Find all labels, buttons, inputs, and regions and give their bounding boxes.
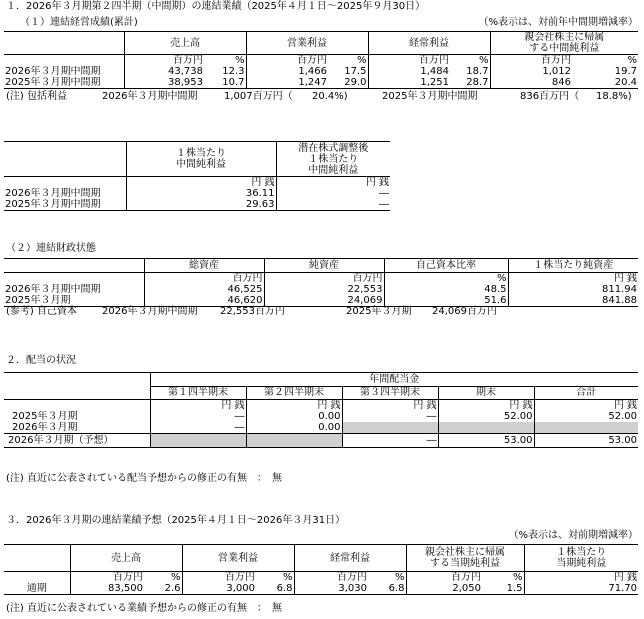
unit-label: 円 銭: [276, 177, 390, 189]
header-total: 合計: [534, 386, 638, 400]
header-annual-dividend: 年間配当金: [150, 373, 638, 387]
table-row: 2026年３月期中間期 36.11 ―: [5, 188, 389, 199]
unit-label: %: [384, 273, 508, 285]
table-row: 2026年３月期中間期 43,738 12.3 1,466 17.5 1,484 18.7 1,012 19.7: [5, 66, 637, 77]
pct-label: %: [234, 55, 245, 66]
forecast-revision-note: (注) 直近に公表されている業績予想からの修正の有無 ： 無: [6, 603, 282, 614]
operating-results-table: [4, 31, 638, 89]
header-q3-end: 第３四半期末: [342, 386, 438, 400]
table-row: 2025年３月期 ― 0.00 ― 52.00 52.00: [12, 411, 637, 422]
forecast-header-ordinary-income: 経常利益: [294, 545, 406, 572]
unit-label: 円 銭: [150, 400, 246, 412]
header-sales: 売上高: [124, 32, 246, 55]
comprehensive-income-value1: 1,007百万円（: [224, 91, 293, 102]
comprehensive-income-period2: 2025年３月期中間期: [382, 91, 478, 102]
table-row: 2025年３月期 46,620 24,069 51.6 841.88: [5, 295, 637, 306]
unit-label: 円 銭: [438, 400, 534, 412]
header-q2-end: 第２四半期末: [246, 386, 342, 400]
unit-label: 円 銭: [508, 273, 638, 285]
unit-label: 百万円: [264, 273, 384, 285]
unit-label: 円 銭: [126, 177, 276, 189]
header-eps: １株当たり 中間純利益: [126, 142, 276, 177]
comprehensive-income-pct2: 18.8%): [596, 91, 632, 102]
unit-label: 百万円: [406, 572, 482, 584]
unit-label: 百万円: [294, 572, 368, 584]
comprehensive-income-label: (注) 包括利益: [6, 91, 67, 102]
forecast-pct-note: （%表示は、対前期増減率）: [508, 530, 638, 541]
section1-sub-title: （１）連結経営成績(累計): [20, 17, 138, 28]
unit-label: 百万円: [490, 55, 572, 67]
unit-label: 円 銭: [534, 400, 638, 412]
unit-label: 百万円: [246, 55, 328, 67]
header-year-end: 期末: [438, 386, 534, 400]
comprehensive-income-pct1: 20.4%): [312, 91, 348, 102]
header-equity-ratio: 自己資本比率: [384, 259, 508, 273]
table-row: 2025年３月期中間期 29.63 ―: [5, 199, 389, 210]
forecast-title: ３．2026年３月期の連結業績予想（2025年４月１日～2026年３月31日）: [6, 515, 346, 526]
unit-label: 円 銭: [246, 400, 342, 412]
table-row: 2026年３月期中間期 46,525 22,553 48.5 811.94: [5, 284, 637, 295]
header-q1-end: 第１四半期末: [150, 386, 246, 400]
table-row: 2026年３月期 ― 0.00: [4, 422, 638, 434]
pct-label: %: [170, 572, 181, 583]
forecast-header-sales: 売上高: [70, 545, 182, 572]
eps-table: [4, 141, 390, 211]
dividends-table: [4, 372, 638, 448]
unit-label: 百万円: [144, 273, 264, 285]
unit-label: 百万円: [368, 55, 450, 67]
reference-equity-value1: 22,553百万円: [220, 306, 285, 317]
unit-label: 円 銭: [524, 572, 638, 584]
financial-position-title: （２）連結財政状態: [6, 243, 96, 254]
unit-label: 百万円: [124, 55, 204, 67]
forecast-header-operating-income: 営業利益: [182, 545, 294, 572]
unit-label: 百万円: [182, 572, 256, 584]
header-operating-income: 営業利益: [246, 32, 368, 55]
reference-equity-period1: 2026年３月期中間期: [102, 306, 198, 317]
reference-equity-label: (参考) 自己資本: [6, 306, 77, 317]
table-row: 通期 83,500 2.6 3,000 6.8 3,030 6.8 2,050 1.5 71.70: [4, 583, 638, 595]
forecast-header-eps: １株当たり 当期純利益: [524, 545, 638, 572]
reference-equity-period2: 2025年３月期: [346, 306, 412, 317]
comprehensive-income-period1: 2026年３月期中間期: [102, 91, 198, 102]
pct-label: %: [394, 572, 405, 583]
pct-note: （%表示は、対前年中間期増減率）: [478, 17, 638, 28]
pct-label: %: [356, 55, 367, 66]
dividend-revision-note: (注) 直近に公表されている配当予想からの修正の有無 ： 無: [6, 473, 282, 484]
dividends-title: ２．配当の状況: [6, 355, 76, 366]
unit-label: 円 銭: [342, 400, 438, 412]
table-row: 2025年３月期中間期 38,953 10.7 1,247 29.0 1,251 28.7 846 20.4: [5, 77, 637, 88]
unit-label: 百万円: [70, 572, 144, 584]
pct-label: %: [282, 572, 293, 583]
comprehensive-income-value2: 836百万円（: [520, 91, 580, 102]
header-net-assets: 純資産: [264, 259, 384, 273]
pct-label: %: [478, 55, 489, 66]
pct-label: %: [627, 55, 637, 66]
header-total-assets: 総資産: [144, 259, 264, 273]
pct-label: %: [512, 572, 523, 583]
section1-title: １．2026年３月期第２四半期（中間期）の連結業績（2025年４月１日～2025年９月30日）: [6, 1, 426, 12]
financial-position-table: [4, 258, 638, 307]
forecast-table: [4, 544, 638, 595]
table-row: 2026年３月期（予想） ― 53.00 53.00: [4, 434, 638, 448]
header-ordinary-income: 経常利益: [368, 32, 490, 55]
header-diluted-eps: 潜在株式調整後 １株当たり 中間純利益: [276, 142, 390, 177]
reference-equity-value2: 24,069百万円: [432, 306, 497, 317]
forecast-header-net-income: 親会社株主に帰属 する当期純利益: [406, 545, 524, 572]
header-bps: １株当たり純資産: [508, 259, 638, 273]
header-net-income: 親会社株主に帰属 する中間純利益: [490, 32, 638, 55]
